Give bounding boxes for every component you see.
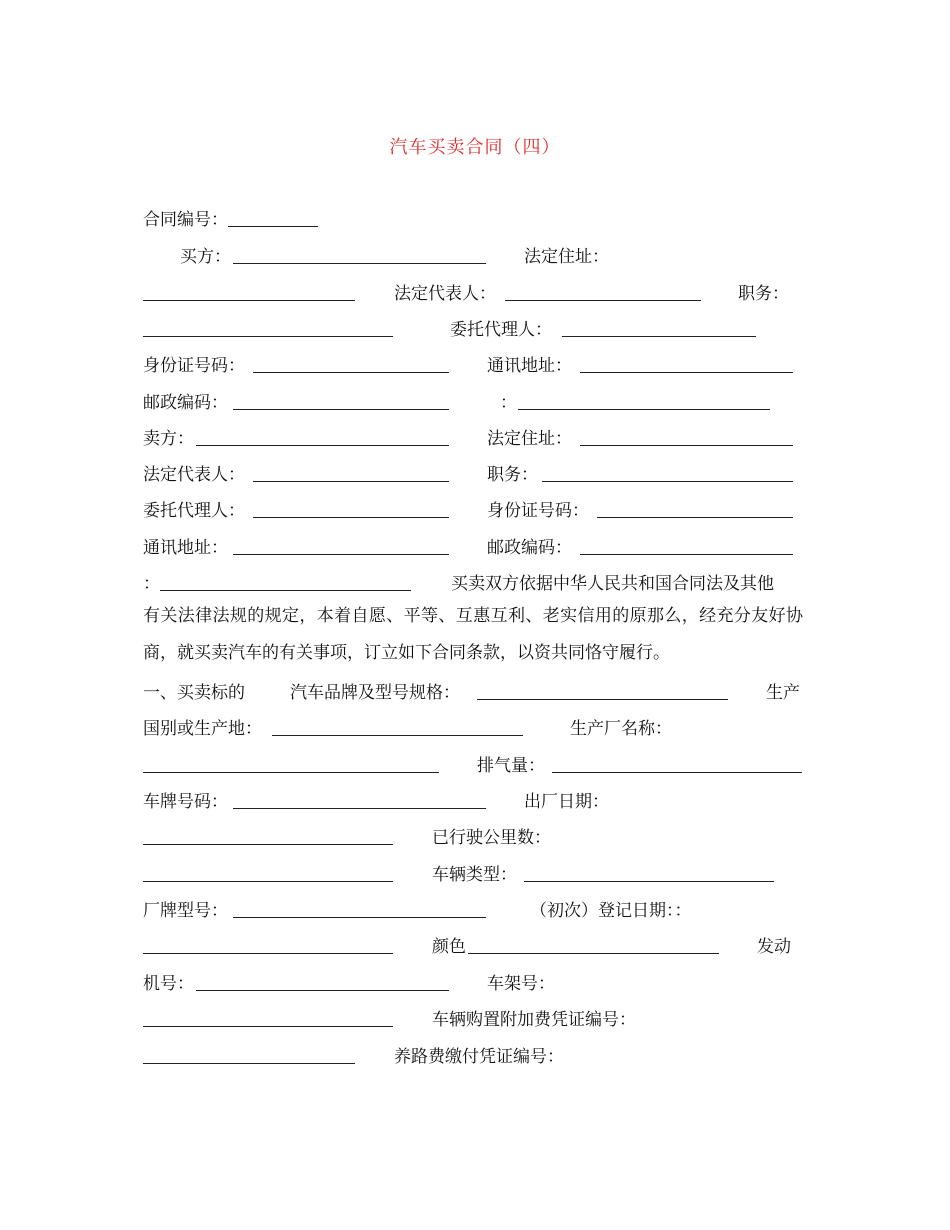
buyer-row-5 [0, 388, 950, 418]
section1-row-2 [0, 714, 950, 744]
buyer-address-field[interactable] [143, 300, 355, 301]
displacement-field[interactable] [552, 772, 802, 773]
engine-label-part1: 发动 [757, 937, 791, 957]
seller-address-field[interactable] [580, 445, 793, 446]
seller-rep-label: 法定代表人： [143, 465, 245, 485]
seller-postcode-label: 邮政编码： [487, 538, 572, 558]
buyer-name-field[interactable] [233, 263, 486, 264]
seller-agent-field[interactable] [253, 517, 449, 518]
color-label: 颜色 [432, 937, 466, 957]
seller-label: 卖方： [143, 429, 194, 449]
seller-id-field[interactable] [597, 517, 793, 518]
buyer-id-field[interactable] [253, 372, 449, 373]
buyer-colon-label: ： [500, 393, 517, 413]
buyer-id-label: 身份证号码： [143, 356, 245, 376]
factory-date-field[interactable] [143, 844, 393, 845]
section1-row-1 [0, 678, 950, 708]
buyer-position-label: 职务： [738, 284, 789, 304]
section1-row-3 [0, 751, 950, 781]
brand-field[interactable] [477, 699, 728, 700]
buyer-agent-label: 委托代理人： [450, 320, 552, 340]
seller-row-4 [0, 533, 950, 563]
plate-field[interactable] [233, 808, 486, 809]
seller-postcode-field[interactable] [580, 554, 793, 555]
seller-row-2 [0, 460, 950, 490]
maker-label: 生产厂名称： [570, 719, 672, 739]
vehicle-type-field[interactable] [524, 881, 774, 882]
engine-field[interactable] [196, 990, 449, 991]
buyer-address-label: 法定住址： [524, 247, 609, 267]
seller-name-field[interactable] [196, 445, 449, 446]
plate-label: 车牌号码： [143, 792, 228, 812]
buyer-row-3 [0, 315, 950, 345]
document-title: 汽车买卖合同（四） [389, 137, 561, 158]
country-label-part1: 生产 [766, 683, 800, 703]
seller-rep-field[interactable] [253, 481, 449, 482]
road-fee-label: 养路费缴付凭证编号： [394, 1047, 564, 1067]
buyer-label: 买方： [180, 247, 231, 267]
engine-label-part2: 机号： [143, 974, 194, 994]
seller-address-label: 法定住址： [487, 429, 572, 449]
tax-cert-label: 车辆购置附加费凭证编号： [432, 1010, 636, 1030]
section1-row-6 [0, 860, 950, 890]
preamble-start: 买卖双方依据中华人民共和国合同法及其他 [451, 574, 774, 594]
preamble-paragraph: 有关法律法规的规定，本着自愿、平等、互惠互利、老实信用的原那么，经充分友好协商，就买卖汽车的有关事项，订立如下合同条款，以资共同恪守履行。 [143, 606, 803, 663]
section1-row-5 [0, 823, 950, 853]
reg-date-label: （初次）登记日期：： [530, 901, 692, 921]
seller-colon-label: ： [143, 574, 160, 594]
buyer-extra-field[interactable] [518, 409, 770, 410]
buyer-rep-label: 法定代表人： [394, 284, 496, 304]
contract-no-row [0, 205, 950, 235]
maker-field[interactable] [143, 772, 439, 773]
section1-row-4 [0, 787, 950, 817]
buyer-postcode-field[interactable] [233, 409, 449, 410]
section1-row-10 [0, 1005, 950, 1035]
buyer-postcode-label: 邮政编码： [143, 393, 228, 413]
buyer-row-4 [0, 351, 950, 381]
buyer-agent-field[interactable] [562, 336, 756, 337]
seller-position-label: 职务： [487, 465, 538, 485]
country-field[interactable] [272, 735, 523, 736]
buyer-comm-address-field[interactable] [580, 372, 793, 373]
buyer-position-field[interactable] [143, 336, 393, 337]
seller-id-label: 身份证号码： [487, 501, 589, 521]
frame-field[interactable] [143, 1026, 393, 1027]
country-label-part2: 国别或生产地： [143, 719, 262, 739]
seller-row-3 [0, 496, 950, 526]
vehicle-type-label: 车辆类型： [432, 865, 517, 885]
seller-position-field[interactable] [542, 481, 793, 482]
seller-comm-address-label: 通讯地址： [143, 538, 228, 558]
section1-row-9 [0, 969, 950, 999]
reg-date-field[interactable] [143, 953, 393, 954]
seller-comm-address-field[interactable] [233, 554, 449, 555]
color-field[interactable] [468, 953, 719, 954]
buyer-comm-address-label: 通讯地址： [487, 356, 572, 376]
model-field[interactable] [233, 917, 486, 918]
section1-row-8 [0, 932, 950, 962]
buyer-row-2 [0, 279, 950, 309]
section1-heading: 一、买卖标的 [143, 683, 245, 703]
buyer-row-1 [0, 242, 950, 272]
frame-label: 车架号： [487, 974, 555, 994]
buyer-rep-field[interactable] [505, 300, 701, 301]
model-label: 厂牌型号： [143, 901, 228, 921]
seller-agent-label: 委托代理人： [143, 501, 245, 521]
section1-row-7 [0, 896, 950, 926]
tax-cert-field[interactable] [143, 1063, 355, 1064]
mileage-field[interactable] [143, 881, 393, 882]
seller-row-1 [0, 424, 950, 454]
seller-extra-field[interactable] [160, 590, 411, 591]
section1-row-11 [0, 1042, 950, 1072]
displacement-label: 排气量： [477, 756, 545, 776]
seller-row-5 [0, 569, 950, 599]
factory-date-label: 出厂日期： [524, 792, 609, 812]
contract-no-label: 合同编号： [143, 210, 228, 230]
contract-no-field[interactable] [228, 226, 318, 227]
brand-label: 汽车品牌及型号规格： [290, 683, 460, 703]
mileage-label: 已行驶公里数： [432, 828, 551, 848]
